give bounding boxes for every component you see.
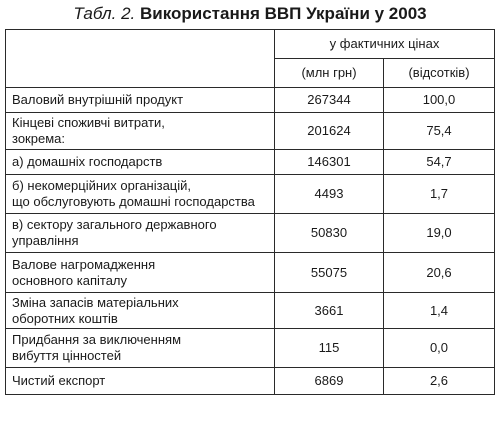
row-name: б) некомерційних організацій, що обслуговують домашні господарства (6, 175, 275, 214)
table-caption (0, 4, 500, 24)
row-value-pct: 20,6 (384, 253, 495, 293)
row-value-mln: 201624 (275, 113, 384, 150)
row-name: Зміна запасів матеріальних оборотних коштів (6, 293, 275, 329)
row-value-mln: 50830 (275, 214, 384, 253)
row-name: в) сектору загального державного управління (6, 214, 275, 253)
row-value-pct: 1,4 (384, 293, 495, 329)
header-empty-cell (6, 30, 275, 88)
row-value-mln: 55075 (275, 253, 384, 293)
table-row (6, 214, 495, 253)
row-value-mln: 115 (275, 329, 384, 368)
row-value-pct: 1,7 (384, 175, 495, 214)
row-value-pct: 54,7 (384, 150, 495, 175)
row-value-mln: 3661 (275, 293, 384, 329)
col-header-mln: (млн грн) (275, 59, 384, 88)
row-name: Чистий експорт (6, 368, 275, 395)
header-row-group (6, 30, 495, 59)
row-value-pct: 0,0 (384, 329, 495, 368)
table-row (6, 113, 495, 150)
row-value-pct: 75,4 (384, 113, 495, 150)
row-name: Валове нагромадження основного капіталу (6, 253, 275, 293)
row-name: Валовий внутрішній продукт (6, 88, 275, 113)
row-name: а) домашніх господарств (6, 150, 275, 175)
row-value-mln: 267344 (275, 88, 384, 113)
row-value-mln: 146301 (275, 150, 384, 175)
gdp-usage-table (5, 29, 495, 395)
table-number: Табл. 2. (73, 4, 136, 23)
row-value-pct: 100,0 (384, 88, 495, 113)
col-header-pct: (відсотків) (384, 59, 495, 88)
table-row (6, 175, 495, 214)
row-name: Кінцеві споживчі витрати, зокрема: (6, 113, 275, 150)
row-name: Придбання за виключенням вибуття цінностей (6, 329, 275, 368)
table-row (6, 293, 495, 329)
table-row (6, 150, 495, 175)
table-row (6, 253, 495, 293)
table-row (6, 329, 495, 368)
row-value-pct: 19,0 (384, 214, 495, 253)
table-row (6, 368, 495, 395)
table-title: Використання ВВП України у 2003 (139, 4, 427, 23)
row-value-pct: 2,6 (384, 368, 495, 395)
table-row (6, 88, 495, 113)
row-value-mln: 4493 (275, 175, 384, 214)
group-header-cell: у фактичних цінах (275, 30, 495, 59)
row-value-mln: 6869 (275, 368, 384, 395)
